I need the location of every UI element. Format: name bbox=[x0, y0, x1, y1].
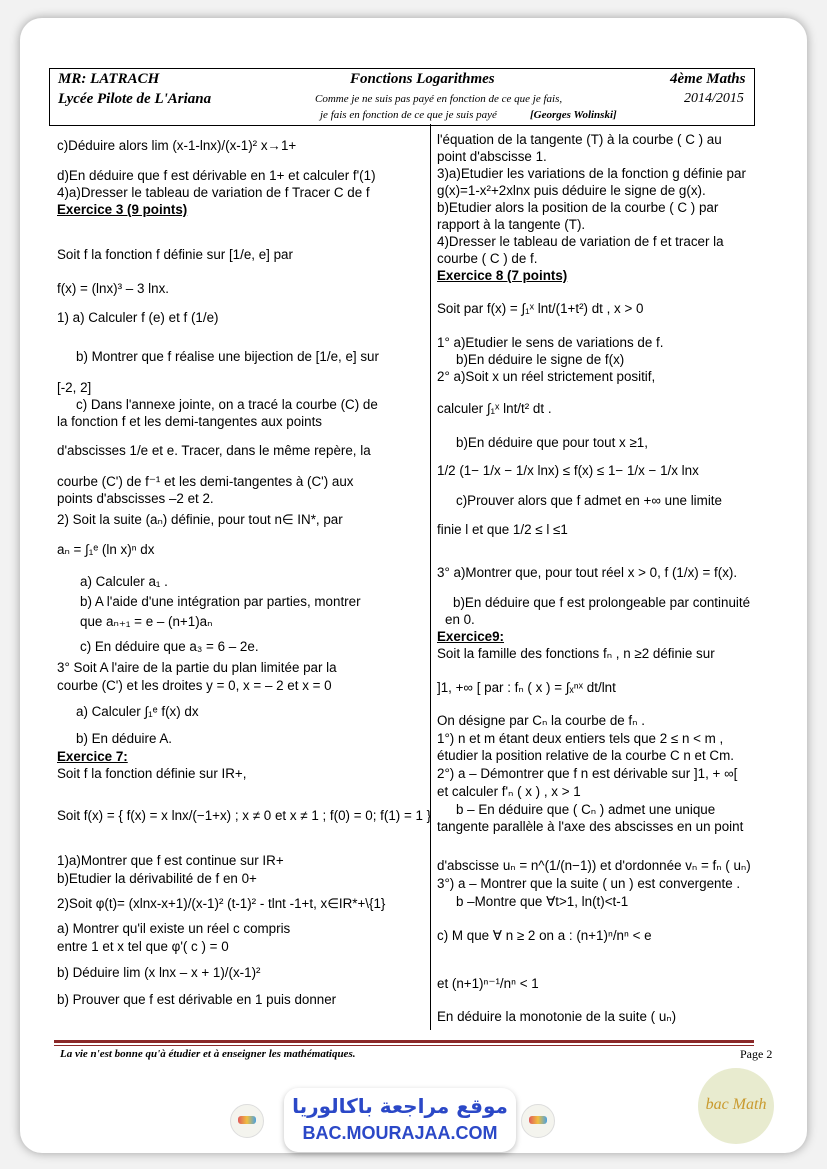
line: b) Déduire lim (x lnx – x + 1)/(x-1)² bbox=[57, 965, 261, 980]
logo-left-icon bbox=[230, 1104, 264, 1138]
line: a) Calculer a₁ . bbox=[80, 574, 168, 589]
column-divider bbox=[430, 124, 431, 1030]
line: 4)Dresser le tableau de variation de f et tracer la bbox=[437, 234, 724, 249]
line: points d'abscisses –2 et 2. bbox=[57, 491, 214, 506]
line: 3°) a – Montrer que la suite ( un ) est convergente . bbox=[437, 876, 741, 891]
author: MR: LATRACH bbox=[58, 71, 160, 87]
line: d)En déduire que f est dérivable en 1+ et calculer f'(1) bbox=[57, 168, 376, 183]
line: b)En déduire que pour tout x ≥1, bbox=[456, 435, 648, 450]
site-url[interactable]: BAC.MOURAJAA.COM bbox=[302, 1123, 498, 1143]
school: Lycée Pilote de L'Ariana bbox=[58, 91, 212, 107]
line: Soit f la fonction f définie sur [1/e, e] par bbox=[57, 247, 293, 262]
level: 4ème Maths bbox=[670, 71, 746, 87]
exercise-heading: Exercice 7: bbox=[57, 749, 128, 764]
line: 2)Soit φ(t)= (xlnx-x+1)/(x-1)² (t-1)² - tlnt -1+t, x∈IR*+\{1} bbox=[57, 896, 386, 911]
quote-line-2: je fais en fonction de ce que je suis payé bbox=[320, 109, 497, 121]
header-box bbox=[49, 68, 755, 126]
line: b) A l'aide d'une intégration par parties, montrer bbox=[80, 594, 361, 609]
line: rapport à la tangente (T). bbox=[437, 217, 586, 232]
page-number: Page 2 bbox=[740, 1047, 773, 1061]
line: 3° Soit A l'aire de la partie du plan limitée par la bbox=[57, 660, 337, 675]
footer-rule-thin bbox=[54, 1045, 754, 1046]
line: 1° a)Etudier le sens de variations de f. bbox=[437, 335, 664, 350]
exercise-heading: Exercice9: bbox=[437, 629, 505, 644]
line: En déduire la monotonie de la suite ( uₙ) bbox=[437, 1009, 677, 1024]
quote-line-1: Comme je ne suis pas payé en fonction de ce que je fais, bbox=[315, 93, 563, 105]
line: 4)a)Dresser le tableau de variation de f Tracer C de f bbox=[57, 185, 370, 200]
line: b –Montre que ∀t>1, ln(t)<t-1 bbox=[456, 894, 629, 909]
line: calculer ∫₁ˣ lnt/t² dt . bbox=[437, 401, 552, 416]
line: Soit f(x) = { f(x) = x lnx/(−1+x) ; x ≠ 0 et x ≠ 1 ; f(0) = 0; f(1) = 1 } bbox=[57, 808, 432, 823]
line: 3° a)Montrer que, pour tout réel x > 0, f (1/x) = f(x). bbox=[437, 565, 738, 580]
line: finie l et que 1/2 ≤ l ≤1 bbox=[437, 522, 568, 537]
line: 1) a) Calculer f (e) et f (1/e) bbox=[57, 310, 219, 325]
line: f(x) = (lnx)³ – 3 lnx. bbox=[57, 281, 169, 296]
line: entre 1 et x tel que φ'( c ) = 0 bbox=[57, 939, 229, 954]
line: Soit la famille des fonctions fₙ , n ≥2 définie sur bbox=[437, 646, 715, 661]
exercise-heading: Exercice 3 (9 points) bbox=[57, 202, 188, 217]
line: b) Montrer que f réalise une bijection de [1/e, e] sur bbox=[76, 349, 379, 364]
line: l'équation de la tangente (T) à la courbe ( C ) au bbox=[437, 132, 722, 147]
line: b)Etudier la dérivabilité de f en 0+ bbox=[57, 871, 257, 886]
line: c) M que ∀ n ≥ 2 on a : (n+1)ⁿ/nⁿ < e bbox=[437, 928, 652, 943]
site-arabic: موقع مراجعة باكالوريا bbox=[292, 1094, 508, 1118]
line: d'abscisses 1/e et e. Tracer, dans le même repère, la bbox=[57, 443, 371, 458]
line: c)Prouver alors que f admet en +∞ une limite bbox=[456, 493, 722, 508]
line: [-2, 2] bbox=[57, 380, 92, 395]
line: aₙ = ∫₁ᵉ (ln x)ⁿ dx bbox=[57, 542, 155, 557]
line: courbe (C') et les droites y = 0, x = – 2 et x = 0 bbox=[57, 678, 332, 693]
line: Soit f la fonction définie sur IR+, bbox=[57, 766, 247, 781]
line: c) En déduire que a₃ = 6 – 2e. bbox=[80, 639, 259, 654]
line: en 0. bbox=[445, 612, 475, 627]
line: et (n+1)ⁿ⁻¹/nⁿ < 1 bbox=[437, 976, 539, 991]
line: 2° a)Soit x un réel strictement positif, bbox=[437, 369, 656, 384]
school-year: 2014/2015 bbox=[684, 91, 744, 106]
line: et calculer f'ₙ ( x ) , x > 1 bbox=[437, 784, 581, 799]
line: 2) Soit la suite (aₙ) définie, pour tout n∈ IN*, par bbox=[57, 512, 343, 527]
line: 1)a)Montrer que f est continue sur IR+ bbox=[57, 853, 284, 868]
line: a) Calculer ∫₁ᵉ f(x) dx bbox=[76, 704, 199, 719]
footer-rule bbox=[54, 1040, 754, 1043]
line: 1/2 (1− 1/x − 1/x lnx) ≤ f(x) ≤ 1− 1/x − 1/x lnx bbox=[437, 463, 699, 478]
line: point d'abscisse 1. bbox=[437, 149, 547, 164]
line: b)Etudier alors la position de la courbe ( C ) par bbox=[437, 200, 719, 215]
site-banner[interactable] bbox=[284, 1088, 516, 1152]
line: courbe (C') de f⁻¹ et les demi-tangentes à (C') aux bbox=[57, 474, 354, 489]
line: c) Dans l'annexe jointe, on a tracé la courbe (C) de bbox=[76, 397, 378, 412]
line: g(x)=1-x²+2xlnx puis déduire le signe de g(x). bbox=[437, 183, 706, 198]
footer-motto: La vie n'est bonne qu'à étudier et à enseigner les mathématiques. bbox=[60, 1048, 356, 1060]
line: d'abscisse uₙ = n^(1/(n−1)) et d'ordonnée vₙ = fₙ ( uₙ) bbox=[437, 858, 751, 873]
line: b)En déduire le signe de f(x) bbox=[456, 352, 625, 367]
line: 1°) n et m étant deux entiers tels que 2 ≤ n < m , bbox=[437, 731, 724, 746]
line: On désigne par Cₙ la courbe de fₙ . bbox=[437, 713, 645, 728]
line: courbe ( C ) de f. bbox=[437, 251, 538, 266]
line: c)Déduire alors lim (x-1-lnx)/(x-1)² x→1+ bbox=[57, 138, 297, 153]
line: 3)a)Etudier les variations de la fonction g définie par bbox=[437, 166, 746, 181]
line: b – En déduire que ( Cₙ ) admet une unique bbox=[456, 802, 716, 817]
line: b) En déduire A. bbox=[76, 731, 173, 746]
line: la fonction f et les demi-tangentes aux points bbox=[57, 414, 322, 429]
line: tangente parallèle à l'axe des abscisses en un point bbox=[437, 819, 744, 834]
quote-author: [Georges Wolinski] bbox=[530, 109, 617, 121]
line: b)En déduire que f est prolongeable par continuité bbox=[453, 595, 751, 610]
line: que aₙ₊₁ = e – (n+1)aₙ bbox=[80, 614, 213, 629]
exercise-heading: Exercice 8 (7 points) bbox=[437, 268, 568, 283]
line: ]1, +∞ [ par : fₙ ( x ) = ∫ₓⁿˣ dt/lnt bbox=[437, 680, 616, 695]
bac-math-badge bbox=[698, 1068, 774, 1144]
line: Soit par f(x) = ∫₁ˣ lnt/(1+t²) dt , x > 0 bbox=[437, 301, 644, 316]
line: b) Prouver que f est dérivable en 1 puis donner bbox=[57, 992, 337, 1007]
line: 2°) a – Démontrer que f n est dérivable sur ]1, + ∞[ bbox=[437, 766, 738, 781]
line: étudier la position relative de la courbe C n et Cm. bbox=[437, 748, 734, 763]
logo-right-icon bbox=[521, 1104, 555, 1138]
badge-text: bac Math bbox=[705, 1096, 767, 1113]
document-title: Fonctions Logarithmes bbox=[350, 71, 495, 87]
line: a) Montrer qu'il existe un réel c compris bbox=[57, 921, 291, 936]
